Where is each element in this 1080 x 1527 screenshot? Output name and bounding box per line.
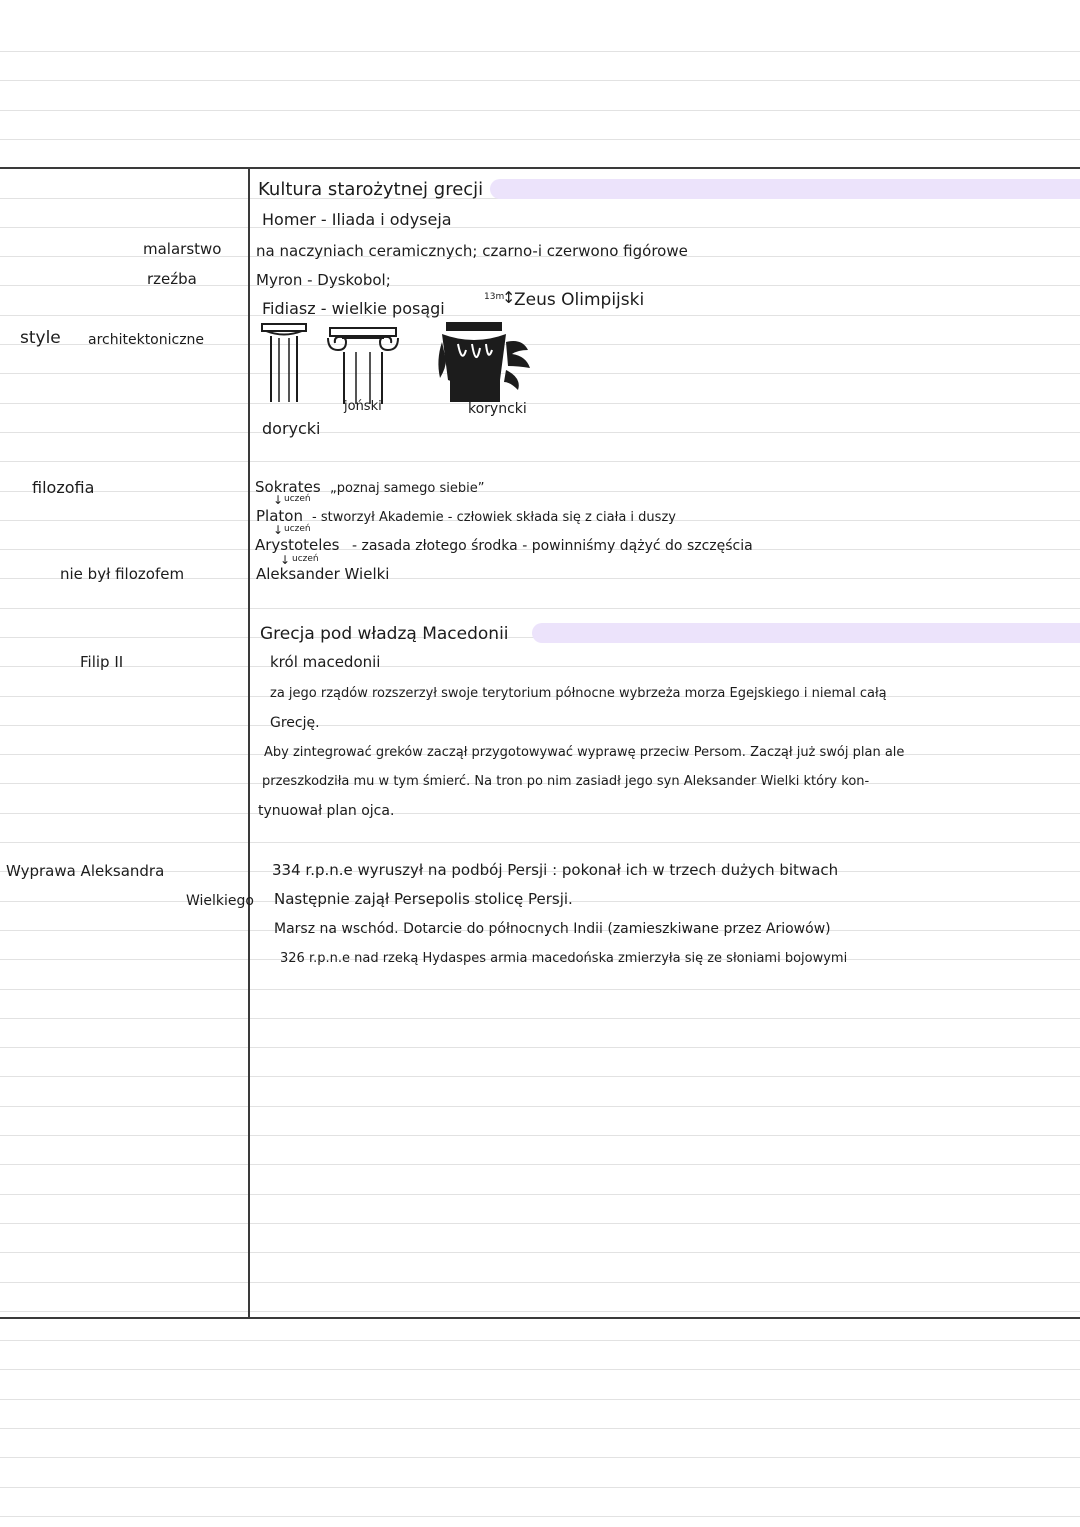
- margin-style: style: [20, 328, 61, 348]
- macedonia-line-2: Grecję.: [270, 715, 320, 731]
- student-arrow-icon: ↓: [273, 523, 284, 537]
- macedonia-line-5: tynuował plan ojca.: [258, 803, 395, 819]
- macedonia-line-4: przeszkodziła mu w tym śmierć. Na tron po nim zasiadł jego syn Aleksander Wielki który kon-: [262, 774, 870, 789]
- ruled-line: [0, 51, 1080, 52]
- macedonia-line-1: za jego rządów rozszerzył swoje terytorium północne wybrzeża morza Egejskiego i niemal całą: [270, 686, 887, 701]
- expedition-line-4: 326 r.p.n.e nad rzeką Hydaspes armia macedońska zmierzyła się ze słoniami bojowymi: [280, 951, 848, 966]
- doric-label: dorycki: [262, 419, 321, 438]
- ruled-line: [0, 315, 1080, 316]
- student-arrow-icon: ↓: [273, 493, 284, 507]
- ruled-line: [0, 608, 1080, 609]
- ruled-line: [0, 1047, 1080, 1048]
- margin-wyprawa: Wyprawa Aleksandra: [6, 862, 165, 880]
- ruled-line: [0, 1135, 1080, 1136]
- student-label: uczeń: [292, 554, 319, 564]
- margin-malarstwo: malarstwo: [143, 240, 222, 258]
- platon-text: - stworzył Akademie - człowiek składa się z ciała i duszy: [312, 510, 676, 525]
- bottom-border: [0, 1317, 1080, 1319]
- ruled-line: [0, 110, 1080, 111]
- margin-rzezba: rzeźba: [147, 270, 197, 288]
- margin-nie-byl-filozofem: nie był filozofem: [60, 565, 185, 583]
- ruled-line: [0, 461, 1080, 462]
- expedition-line-3: Marsz na wschód. Dotarcie do północnych Indii (zamieszkiwane przez Ariowów): [274, 921, 831, 937]
- painting-line: na naczyniach ceramicznych; czarno-i czerwono figórowe: [256, 242, 688, 260]
- top-border: [0, 167, 1080, 169]
- ruled-line: [0, 813, 1080, 814]
- doric-column-icon: [260, 322, 308, 404]
- aleksander-name: Aleksander Wielki: [256, 565, 390, 583]
- ionic-column-icon: [322, 326, 404, 406]
- sokrates-quote: „poznaj samego siebie”: [330, 481, 485, 496]
- ruled-line: [0, 1516, 1080, 1517]
- expedition-line-2: Następnie zajął Persepolis stolicę Persji.: [274, 890, 573, 908]
- ruled-line: [0, 1282, 1080, 1283]
- ruled-line: [0, 1018, 1080, 1019]
- ruled-line: [0, 1076, 1080, 1077]
- margin-divider: [248, 168, 250, 1319]
- arystoteles-text: - zasada złotego środka - powinniśmy dążyć do szczęścia: [352, 538, 753, 554]
- ruled-line: [0, 1106, 1080, 1107]
- ruled-line: [0, 1252, 1080, 1253]
- ruled-line: [0, 432, 1080, 433]
- ruled-line: [0, 1340, 1080, 1341]
- zeus-label: Zeus Olimpijski: [514, 290, 645, 310]
- margin-filozofia: filozofia: [32, 478, 95, 497]
- ruled-line: [0, 666, 1080, 667]
- ruled-line: [0, 1194, 1080, 1195]
- king-line: król macedonii: [270, 653, 381, 671]
- margin-filip: Filip II: [80, 653, 124, 671]
- ruled-line: [0, 989, 1080, 990]
- margin-wielkiego: Wielkiego: [186, 893, 254, 909]
- ruled-line: [0, 373, 1080, 374]
- arystoteles-name: Arystoteles: [255, 536, 340, 554]
- height-arrow-icon: ↕: [502, 288, 516, 307]
- corinthian-label: koryncki: [468, 401, 527, 417]
- height-note: 13m: [484, 292, 505, 302]
- student-label: uczeń: [284, 524, 311, 534]
- ruled-line: [0, 1311, 1080, 1312]
- homer-line: Homer - Iliada i odyseja: [262, 210, 452, 229]
- expedition-line-1: 334 r.p.n.e wyruszył na podbój Persji : pokonał ich w trzech dużych bitwach: [272, 861, 839, 879]
- fidiasz-line: Fidiasz - wielkie posągi: [262, 299, 445, 318]
- ruled-line: [0, 1487, 1080, 1488]
- section-title-culture: Kultura starożytnej grecji: [258, 179, 484, 200]
- corinthian-column-icon: [436, 320, 534, 404]
- title-highlight: [490, 179, 1080, 199]
- sokrates-name: Sokrates: [255, 478, 321, 496]
- ruled-line: [0, 227, 1080, 228]
- platon-name: Platon: [256, 507, 303, 525]
- section-highlight: [532, 623, 1080, 643]
- ruled-line: [0, 1164, 1080, 1165]
- ruled-line: [0, 725, 1080, 726]
- ruled-line: [0, 403, 1080, 404]
- macedonia-line-3: Aby zintegrować greków zaczął przygotowywać wyprawę przeciw Persom. Zaczął już swój plan ale: [264, 745, 905, 760]
- ruled-line: [0, 1399, 1080, 1400]
- ruled-line: [0, 1428, 1080, 1429]
- myron-line: Myron - Dyskobol;: [256, 271, 391, 289]
- student-arrow-icon: ↓: [280, 553, 291, 567]
- ruled-line: [0, 491, 1080, 492]
- ruled-line: [0, 842, 1080, 843]
- ruled-line: [0, 1457, 1080, 1458]
- ionic-label: joński: [344, 399, 382, 414]
- ruled-line: [0, 80, 1080, 81]
- student-label: uczeń: [284, 494, 311, 504]
- ruled-line: [0, 1223, 1080, 1224]
- section-title-macedonia: Grecja pod władzą Macedonii: [260, 624, 509, 644]
- margin-architektoniczne: architektoniczne: [88, 332, 205, 348]
- ruled-line: [0, 1369, 1080, 1370]
- ruled-line: [0, 139, 1080, 140]
